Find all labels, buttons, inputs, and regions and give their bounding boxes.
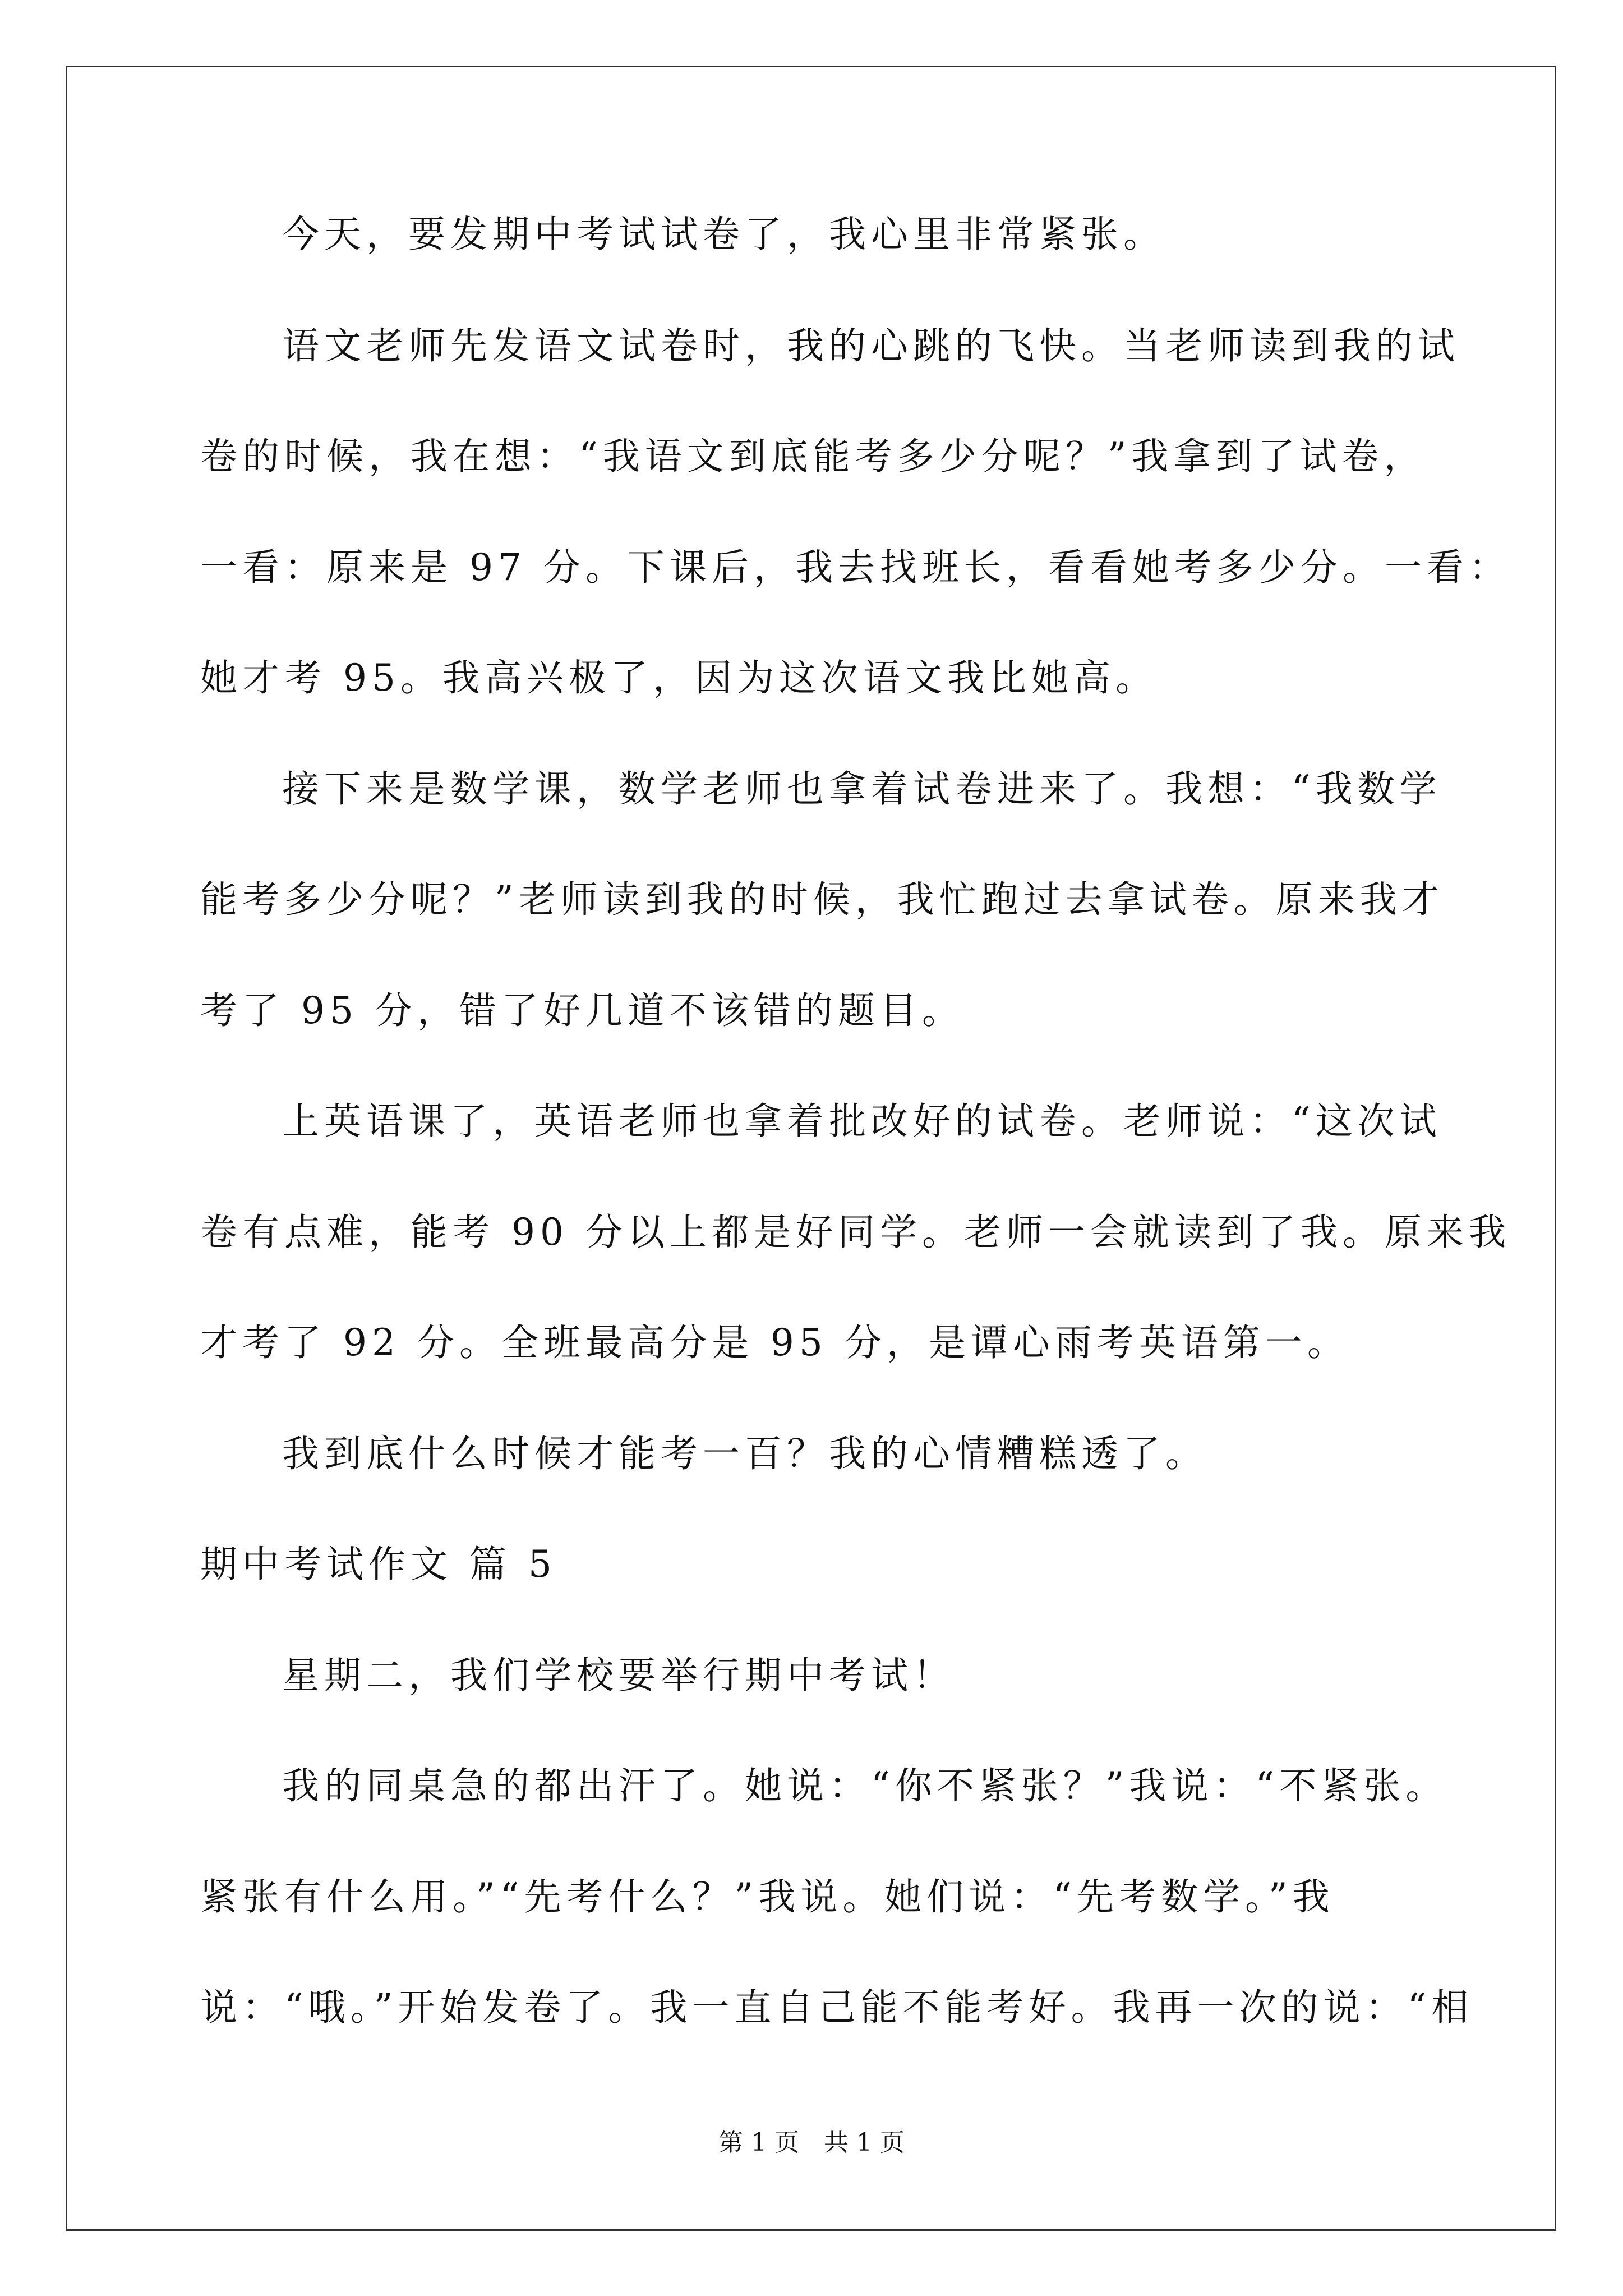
text-line: 语文老师先发语文试卷时，我的心跳的飞快。当老师读到我的试 (282, 324, 1460, 367)
text-line: 说：“哦。”开始发卷了。我一直自己能不能考好。我再一次的说：“相 (200, 1986, 1474, 2029)
text-line: 接下来是数学课，数学老师也拿着试卷进来了。我想：“我数学 (282, 767, 1442, 811)
text-line: 卷有点难，能考 90 分以上都是好同学。老师一会就读到了我。原来我 (200, 1211, 1511, 1254)
text-line: 考了 95 分，错了好几道不该错的题目。 (200, 989, 964, 1032)
text-line: 她才考 95。我高兴极了，因为这次语文我比她高。 (200, 656, 1158, 700)
text-line: 上英语课了，英语老师也拿着批改好的试卷。老师说：“这次试 (282, 1099, 1442, 1143)
text-line: 紧张有什么用。”“先考什么？”我说。她们说：“先考数学。”我 (200, 1875, 1335, 1918)
page-number-footer: 第 1 页 共 1 页 (718, 2128, 905, 2157)
text-line: 才考了 92 分。全班最高分是 95 分，是谭心雨考英语第一。 (200, 1321, 1349, 1364)
text-line: 今天，要发期中考试试卷了，我心里非常紧张。 (282, 213, 1165, 256)
text-line: 星期二，我们学校要举行期中考试！ (282, 1654, 955, 1697)
text-line: 卷的时候，我在想：“我语文到底能考多少分呢？”我拿到了试卷， (200, 435, 1426, 478)
section-heading: 期中考试作文 篇 5 (200, 1543, 557, 1586)
text-line: 一看：原来是 97 分。下课后，我去找班长，看看她考多少分。一看： (200, 546, 1511, 589)
text-line: 我的同桌急的都出汗了。她说：“你不紧张？”我说：“不紧张。 (282, 1764, 1448, 1807)
text-line: 我到底什么时候才能考一百？我的心情糟糕透了。 (282, 1432, 1207, 1475)
text-line: 能考多少分呢？”老师读到我的时候，我忙跑过去拿试卷。原来我才 (200, 878, 1444, 921)
